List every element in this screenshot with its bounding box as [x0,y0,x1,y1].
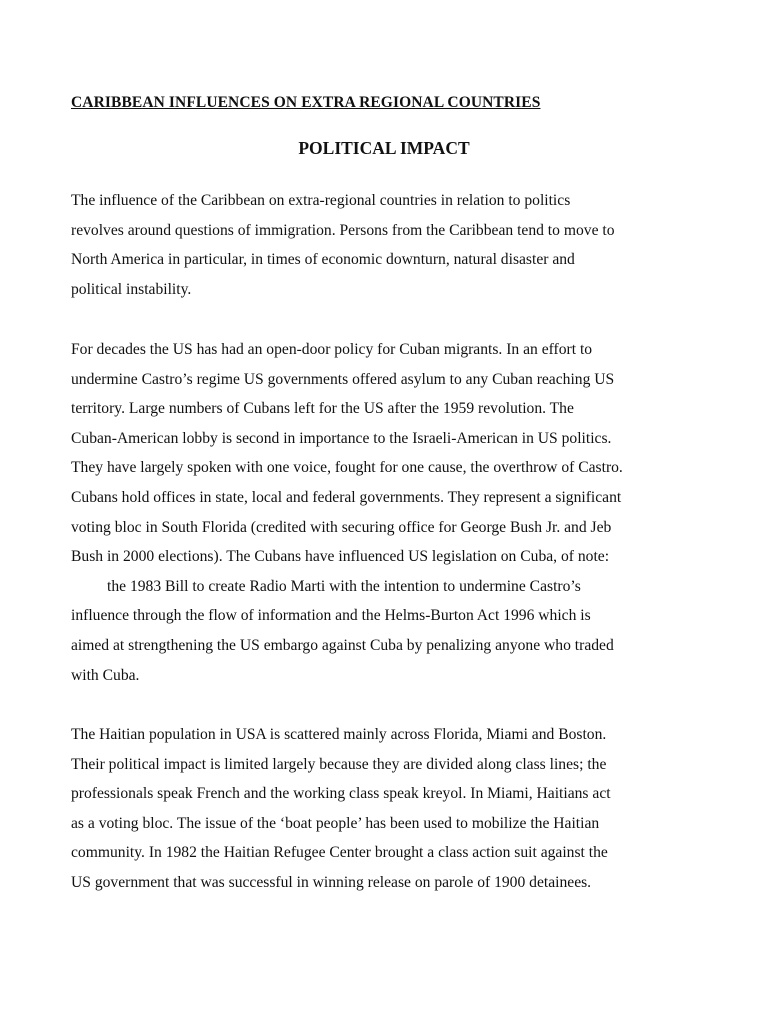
paragraph-line: For decades the US has had an open-door policy for Cuban migrants. In an effort to [71,341,593,358]
paragraph-line: professionals speak French and the working class speak kreyol. In Miami, Haitians act [71,785,611,803]
paragraph-line: The influence of the Caribbean on extra-regional countries in relation to politics [71,192,571,209]
paragraph-immigration [71,186,711,304]
paragraph-line: aimed at strengthening the US embargo against Cuba by penalizing anyone who traded [71,636,614,654]
paragraph-haitian-population [71,720,711,898]
paragraph-line: Their political impact is limited largely because they are divided along class lines; the [71,755,607,773]
paragraph-line: North America in particular, in times of economic downturn, natural disaster and [71,251,575,269]
paragraph-line: revolves around questions of immigration. Persons from the Caribbean tend to move to [71,221,615,239]
paragraph-line: community. In 1982 the Haitian Refugee Center brought a class action suit against the [71,844,608,862]
paragraph-line: political instability. [71,280,192,298]
paragraph-line: as a voting bloc. The issue of the ‘boat people’ has been used to mobilize the Haitian [71,814,600,832]
paragraph-line: Bush in 2000 elections). The Cubans have influenced US legislation on Cuba, of note: [71,548,610,566]
paragraph-line: territory. Large numbers of Cubans left for the US after the 1959 revolution. The [71,400,574,418]
paragraph-line: US government that was successful in winning release on parole of 1900 detainees. [71,873,592,891]
paragraph-line: voting bloc in South Florida (credited with securing office for George Bush Jr. and Jeb [71,518,612,536]
paragraph-line: with Cuba. [71,666,140,684]
paragraph-cuban-policy [71,335,711,690]
paragraph-line: undermine Castro’s regime US governments offered asylum to any Cuban reaching US [71,370,615,388]
section-title: POLITICAL IMPACT [298,138,470,158]
paragraph-line-indented: the 1983 Bill to create Radio Marti with the intention to undermine Castro’s [107,577,581,595]
paragraph-line: influence through the flow of information and the Helms-Burton Act 1996 which is [71,607,591,625]
paragraph-line: Cuban-American lobby is second in importance to the Israeli-American in US politics. [71,429,612,447]
document-heading: CARIBBEAN INFLUENCES ON EXTRA REGIONAL COUNTRIES [71,94,541,111]
paragraph-line: Cubans hold offices in state, local and federal governments. They represent a significant [71,488,622,506]
paragraph-line: The Haitian population in USA is scattered mainly across Florida, Miami and Boston. [71,726,607,743]
paragraph-line: They have largely spoken with one voice, fought for one cause, the overthrow of Castro. [71,459,623,477]
